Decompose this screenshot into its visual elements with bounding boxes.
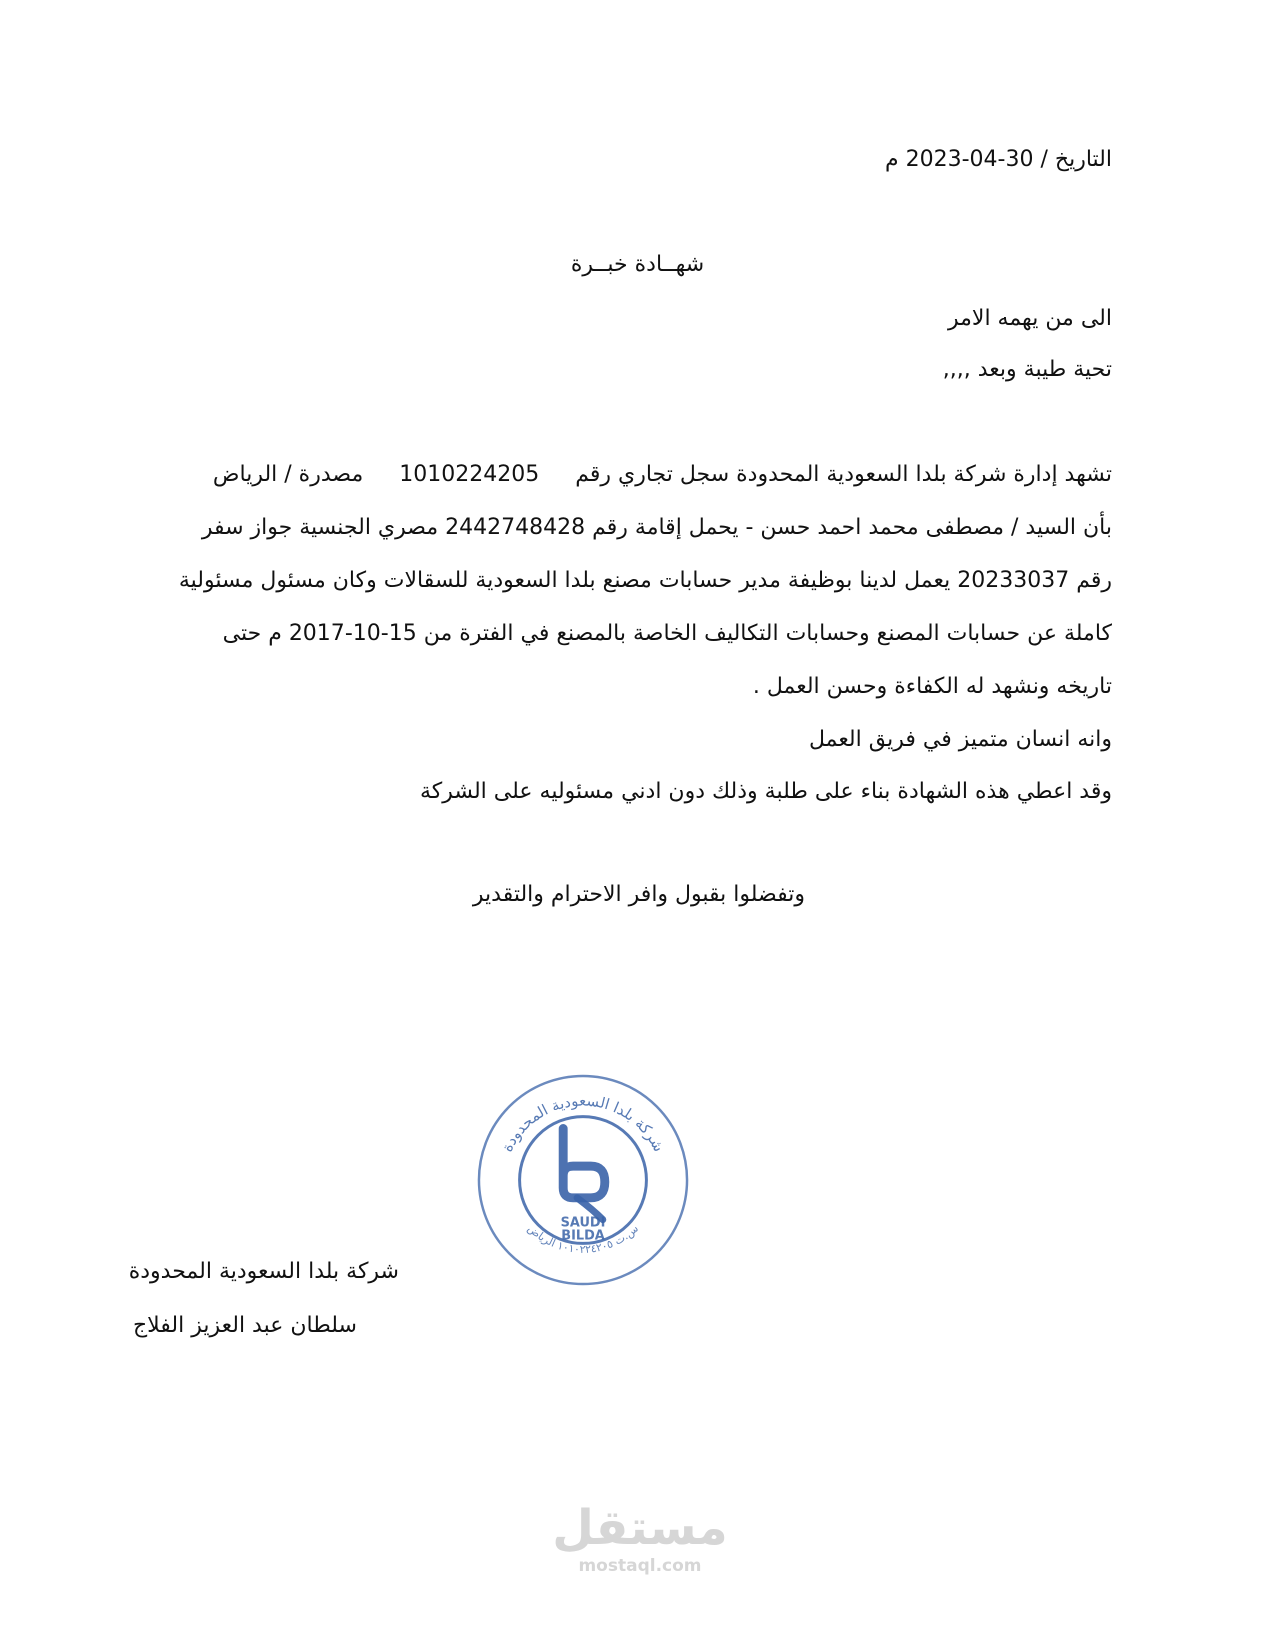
bilda-logo-icon <box>563 1128 605 1197</box>
body-line-6: وانه انسان متميز في فريق العمل <box>808 727 1112 752</box>
body-line-4: كاملة عن حسابات المصنع وحسابات التكاليف الخاصة بالمصنع في الفترة من 15-10-2017 م حتى <box>222 621 1112 646</box>
body-line-7: وقد اعطي هذه الشهادة بناء على طلبة وذلك دون ادني مسئوليه على الشركة <box>419 779 1112 804</box>
signature-name: سلطان عبد العزيز الفلاج <box>132 1313 357 1338</box>
stamp-brand-line-2: BILDA <box>561 1228 605 1244</box>
salutation-greeting: تحية طيبة وبعد ,,,, <box>942 357 1112 382</box>
body-line-1 <box>213 460 1112 490</box>
document-title: شهــادة خبــرة <box>570 252 705 277</box>
signature-company: شركة بلدا السعودية المحدودة <box>128 1259 399 1284</box>
body-line-3: رقم 20233037 يعمل لدينا بوظيفة مدير حسابات مصنع بلدا السعودية للسقالات وكان مسئول مسئولية <box>178 568 1112 593</box>
date-line: التاريخ / 30-04-2023 م <box>884 147 1112 172</box>
watermark-arabic: مستقل <box>552 1500 728 1556</box>
stamp-bottom-text: س.ت ١٠١٠٢٢٤٢٠٥ الرياض <box>525 1221 641 1256</box>
stamp-ring-text: شركة بلدا السعودية المحدودة <box>497 1091 669 1155</box>
salutation-to-whom: الى من يهمه الامر <box>947 306 1112 331</box>
body-line-5: تاريخه ونشهد له الكفاءة وحسن العمل . <box>752 674 1112 699</box>
stamp-brand-line-1: SAUDI <box>560 1215 606 1231</box>
closing-line: وتفضلوا بقبول وافر الاحترام والتقدير <box>472 882 805 907</box>
body-line-1-part-2: مصدرة / الرياض <box>212 462 364 487</box>
body-line-1-part-1: تشهد إدارة شركة بلدا السعودية المحدودة سجل تجاري رقم <box>575 462 1112 487</box>
body-line-2: بأن السيد / مصطفى محمد احمد حسن - يحمل إقامة رقم 2442748428 مصري الجنسية جواز سفر <box>201 515 1112 540</box>
mostaql-watermark <box>540 1500 740 1576</box>
watermark-latin: mostaql.com <box>578 1556 702 1576</box>
commercial-register-number: 1010224205 <box>399 462 540 487</box>
company-stamp <box>474 1071 692 1289</box>
